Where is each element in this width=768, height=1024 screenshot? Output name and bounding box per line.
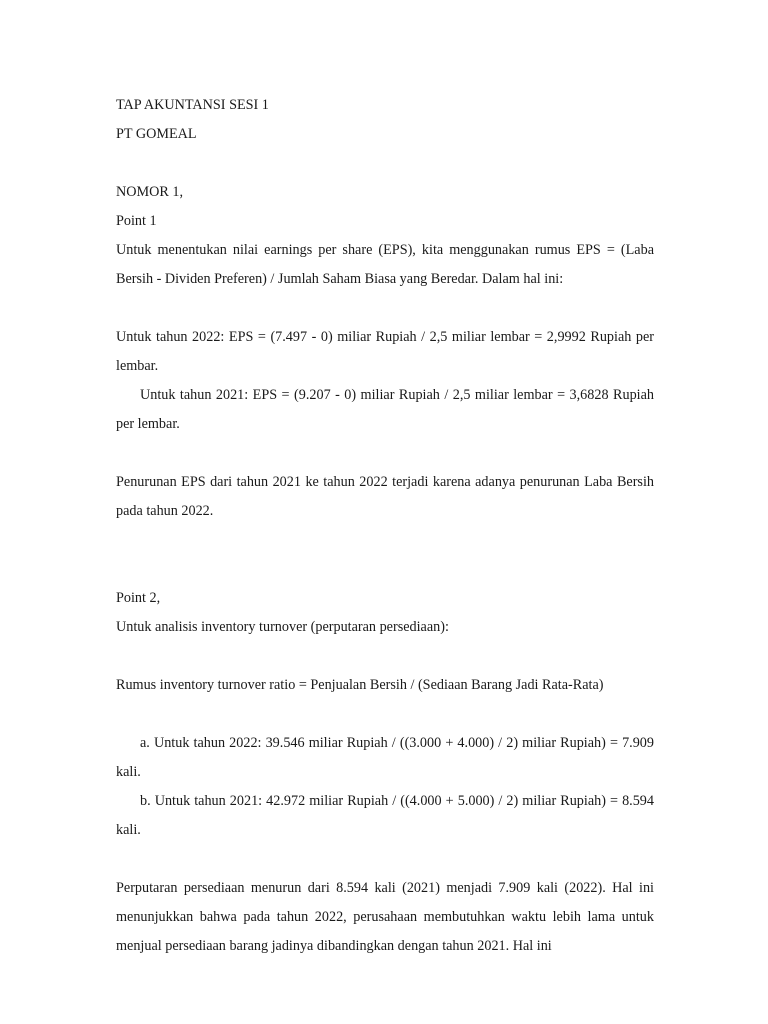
eps-intro-paragraph: Untuk menentukan nilai earnings per share (EPS), kita menggunakan rumus EPS = (Laba Bersih - Dividen Preferen) / Jumlah Saham Biasa yang Beredar. Dalam hal ini: — [116, 242, 654, 287]
inventory-intro: Untuk analisis inventory turnover (perputaran persediaan): — [116, 619, 449, 635]
eps-conclusion-paragraph: Penurunan EPS dari tahun 2021 ke tahun 2022 terjadi karena adanya penurunan Laba Bersih pada tahun 2022. — [116, 474, 654, 519]
document-title: TAP AKUNTANSI SESI 1 — [116, 97, 269, 113]
company-name: PT GOMEAL — [116, 126, 197, 142]
point-1-heading: Point 1 — [116, 213, 157, 229]
spacer — [116, 642, 654, 671]
eps-2022-paragraph: Untuk tahun 2022: EPS = (7.497 - 0) miliar Rupiah / 2,5 miliar lembar = 2,9992 Rupiah per lembar. — [116, 329, 654, 374]
question-number: NOMOR 1, — [116, 184, 184, 200]
spacer — [116, 526, 654, 584]
inventory-item-a: a. Untuk tahun 2022: 39.546 miliar Rupiah / ((3.000 + 4.000) / 2) miliar Rupiah) = 7.909 kali. — [116, 735, 654, 780]
eps-2021-paragraph: Untuk tahun 2021: EPS = (9.207 - 0) miliar Rupiah / 2,5 miliar lembar = 3,6828 Rupiah per lembar. — [116, 387, 654, 432]
point-2-heading: Point 2, — [116, 590, 161, 606]
spacer — [116, 439, 654, 468]
document-page — [116, 91, 654, 961]
spacer — [116, 149, 654, 178]
spacer — [116, 845, 654, 874]
inventory-formula: Rumus inventory turnover ratio = Penjualan Bersih / (Sediaan Barang Jadi Rata-Rata) — [116, 677, 604, 693]
spacer — [116, 294, 654, 323]
spacer — [116, 700, 654, 729]
inventory-conclusion-paragraph: Perputaran persediaan menurun dari 8.594 kali (2021) menjadi 7.909 kali (2022). Hal ini menunjukkan bahwa pada tahun 2022, perusahaan membutuhkan waktu lebih lama untuk menjual persediaan barang jadinya dibandingkan dengan tahun 2021. Hal ini — [116, 880, 654, 954]
inventory-item-b: b. Untuk tahun 2021: 42.972 miliar Rupiah / ((4.000 + 5.000) / 2) miliar Rupiah) = 8.594 kali. — [116, 793, 654, 838]
